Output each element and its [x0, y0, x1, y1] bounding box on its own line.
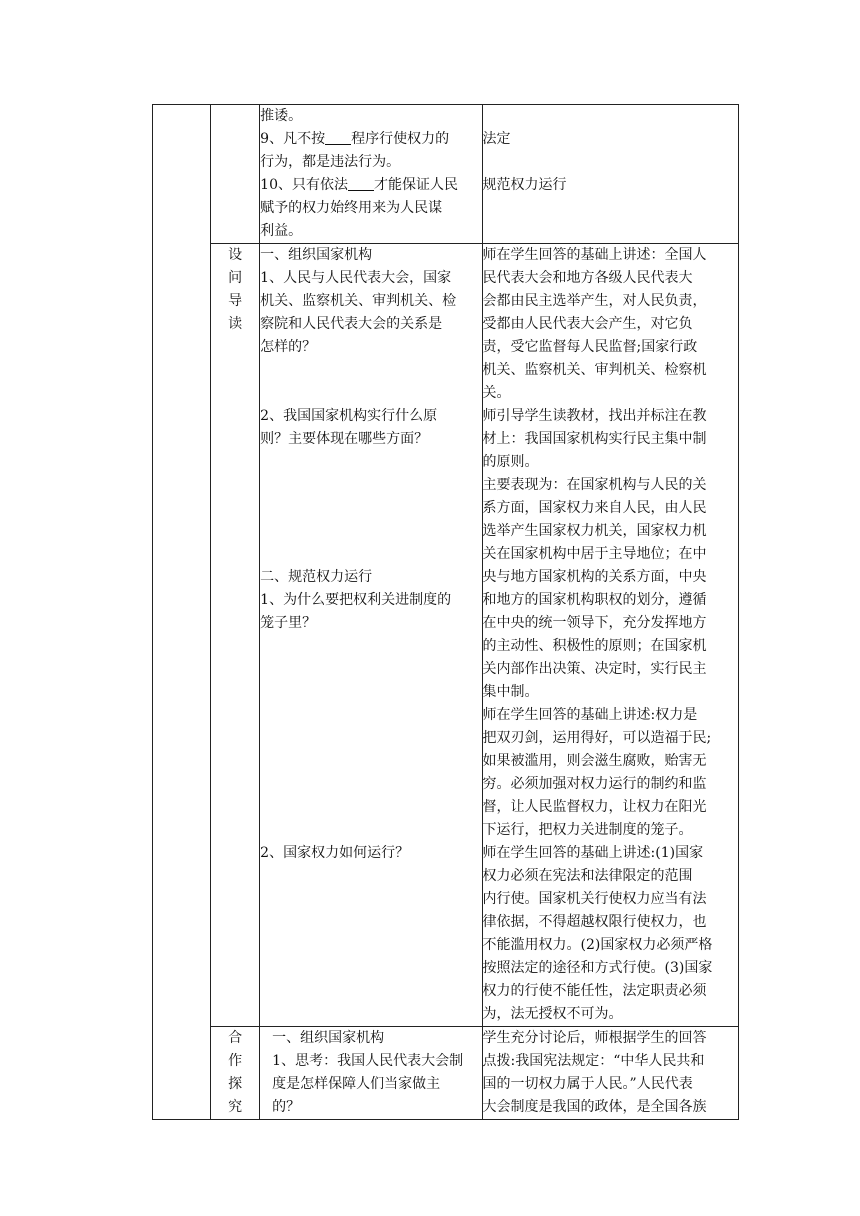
guided-answers: [482, 244, 738, 1027]
text-line: 的原则。: [482, 454, 539, 470]
text-line: 责，受它监督每人民监督;国家行政: [482, 339, 698, 355]
answer-text: 规范权力运行: [482, 177, 567, 193]
text-line: 集中制。: [482, 684, 539, 700]
text-line: 关。: [482, 385, 511, 401]
section-label-guided-reading: 设 问 导 读: [211, 244, 260, 1027]
text-line: 师引导学生读教材，找出并标注在教: [482, 408, 707, 424]
guided-questions: [260, 244, 482, 1027]
cooperative-questions: [260, 1027, 482, 1120]
text-line: 国的一切权力属于人民。”人民代表: [482, 1076, 693, 1092]
text-line: 笼子里？: [260, 615, 317, 631]
table-row-fill-blank: [153, 105, 739, 244]
text-line: 央与地方国家机构的关系方面，中央: [482, 569, 707, 585]
text-line: 利益。: [260, 223, 303, 239]
text-line: 9、凡不按 程序行使权力的: [260, 131, 450, 147]
text-line: 系方面，国家权力来自人民，由人民: [482, 500, 707, 516]
text-line: 下运行，把权力关进制度的笼子。: [482, 822, 693, 838]
text-line: 机关、监察机关、审判机关、检: [260, 293, 457, 309]
text-line: 受都由人民代表大会产生，对它负: [482, 316, 693, 332]
text-line: 材上：我国国家机构实行民主集中制: [482, 431, 707, 447]
text-line: 度是怎样保障人们当家做主: [272, 1076, 441, 1092]
text-line: 关内部作出决策、决定时，实行民主: [482, 661, 707, 677]
text-line: 10、只有依法 才能保证人民: [260, 177, 458, 193]
text-line: 如果被滥用，则会滋生腐败，贻害无: [482, 753, 707, 769]
question-heading: 一、组织国家机构: [272, 1030, 385, 1046]
text-line: 师在学生回答的基础上讲述:权力是: [482, 707, 698, 723]
text-line: 为，法无授权不可为。: [482, 1006, 623, 1022]
text-line: 2、我国国家机构实行什么原: [260, 408, 438, 424]
text-line: 会都由民主选举产生，对人民负责，: [482, 293, 707, 309]
text-line: 则？主要体现在哪些方面？: [260, 431, 429, 447]
text-line: 按照法定的途径和方式行使。(3)国家: [482, 960, 713, 976]
text-line: 点拨:我国宪法规定：“中华人民共和: [482, 1053, 705, 1069]
text-line: 关在国家机构中居于主导地位；在中: [482, 546, 707, 562]
text-line: 大会制度是我国的政体，是全国各族: [482, 1099, 707, 1115]
text-line: 师在学生回答的基础上讲述：全国人: [482, 247, 707, 263]
text-line: 怎样的？: [260, 339, 317, 355]
text-line: 权力的行使不能任性，法定职责必须: [482, 983, 707, 999]
text-line: 民代表大会和地方各级人民代表大: [482, 270, 693, 286]
text-line: 律依据，不得超越权限行使权力，也: [482, 914, 707, 930]
blank-line: [325, 130, 351, 145]
outer-cell: [153, 105, 211, 1120]
text-line: 推诿。: [260, 108, 303, 124]
text-line: 的主动性、积极性的原则；在国家机: [482, 638, 707, 654]
blank-line: [348, 176, 374, 191]
text-line: 机关、监察机关、审判机关、检察机: [482, 362, 707, 378]
cooperative-answers: [482, 1027, 738, 1120]
lesson-plan-table: [152, 104, 739, 1120]
question-heading: 二、规范权力运行: [260, 569, 373, 585]
text-line: 赋予的权力始终用来为人民谋: [260, 200, 443, 216]
fill-blank-answers: [482, 105, 738, 244]
text-line: 内行使。国家机关行使权力应当有法: [482, 891, 707, 907]
section-cell-empty: [211, 105, 260, 244]
text-line: 师在学生回答的基础上讲述:(1)国家: [482, 845, 704, 861]
text-line: 和地方的国家机构职权的划分，遵循: [482, 592, 707, 608]
text-line: 穷。必须加强对权力运行的制约和监: [482, 776, 707, 792]
text-line: 1、人民与人民代表大会，国家: [260, 270, 452, 286]
text-line: 察院和人民代表大会的关系是: [260, 316, 443, 332]
text-line: 学生充分讨论后，师根据学生的回答: [482, 1030, 707, 1046]
text-line: 的？: [272, 1099, 301, 1115]
table-row-guided-reading: [153, 244, 739, 1027]
text-line: 在中央的统一领导下，充分发挥地方: [482, 615, 707, 631]
question-heading: 一、组织国家机构: [260, 247, 373, 263]
table-row-cooperative-inquiry: [153, 1027, 739, 1120]
text-line: 权力必须在宪法和法律限定的范围: [482, 868, 693, 884]
text-line: 督，让人民监督权力，让权力在阳光: [482, 799, 707, 815]
fill-blank-questions: [260, 105, 482, 244]
text-line: 行为，都是违法行为。: [260, 154, 401, 170]
text-line: 不能滥用权力。(2)国家权力必须严格: [482, 937, 713, 953]
text-line: 主要表现为：在国家机构与人民的关: [482, 477, 707, 493]
section-label-cooperative-inquiry: 合 作 探 究: [211, 1027, 260, 1120]
text-line: 1、为什么要把权利关进制度的: [260, 592, 452, 608]
text-line: 2、国家权力如何运行？: [260, 845, 410, 861]
text-line: 1、思考：我国人民代表大会制: [272, 1053, 464, 1069]
text-line: 选举产生国家权力机关，国家权力机: [482, 523, 707, 539]
text-line: 把双刃剑，运用得好，可以造福于民;: [482, 730, 712, 746]
answer-text: 法定: [482, 131, 511, 147]
